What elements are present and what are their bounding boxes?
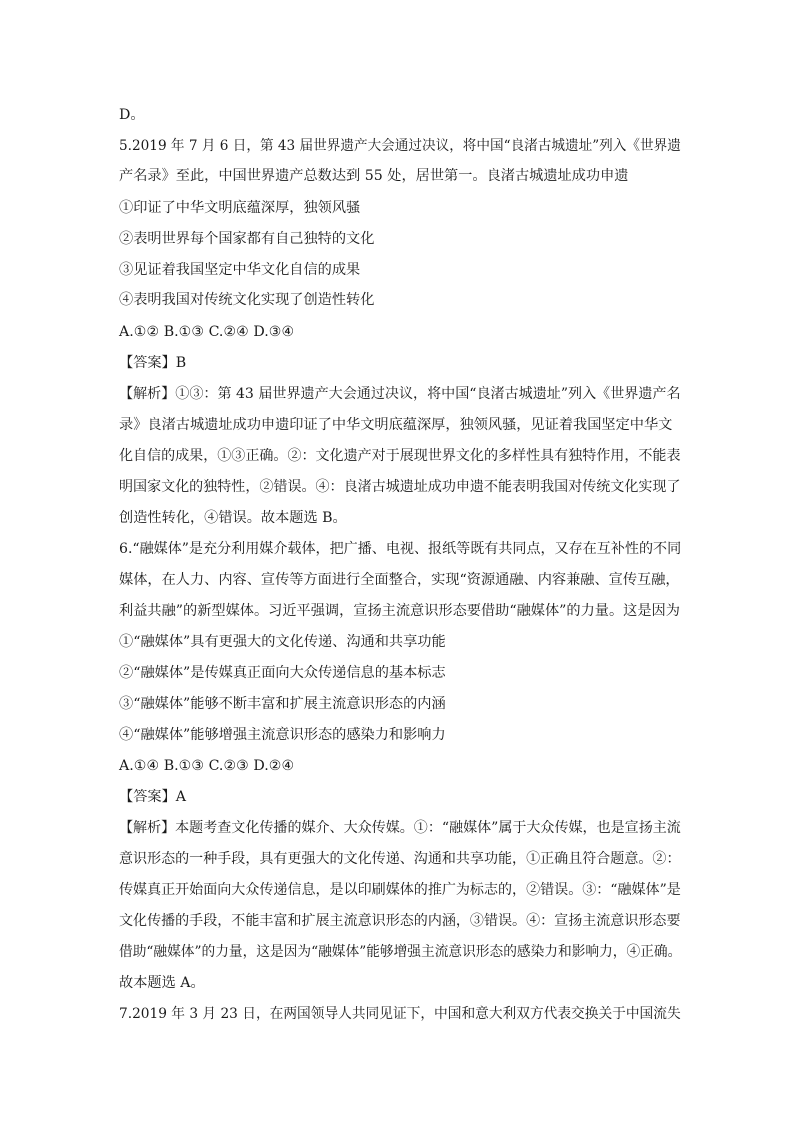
- analysis-text: 故本题选 A。: [119, 975, 205, 991]
- question-6-stem: 利益共融”的新型媒体。习近平强调，宣扬主流意识形态要借助“融媒体”的力量。这是因为: [119, 603, 680, 619]
- text-line: D。: [119, 107, 145, 123]
- option-2: ②“融媒体”是传媒真正面向大众传递信息的基本标志: [119, 665, 446, 681]
- analysis-text: 【解析】本题考查文化传播的媒介、大众传媒。①：“融媒体”属于大众传媒，也是宣扬主流: [119, 820, 681, 836]
- option-2: ②表明世界每个国家都有自己独特的文化: [119, 231, 375, 247]
- question-6-stem: 媒体，在人力、内容、宣传等方面进行全面整合，实现“资源通融、内容兼融、宣传互融，: [119, 572, 680, 588]
- analysis-text: 录》良渚古城遗址成功申遗印证了中华文明底蕴深厚，独领风骚，见证着我国坚定中华文: [119, 417, 673, 433]
- answer-label: 【答案】A: [119, 789, 186, 805]
- question-7-stem: 7.2019 年 3 月 23 日，在两国领导人共同见证下，中国和意大利双方代表交换关于中国流失: [119, 1006, 681, 1022]
- analysis-text: 化自信的成果，①③正确。②：文化遗产对于展现世界文化的多样性具有独特作用，不能表: [119, 448, 681, 464]
- question-6-stem: 6.“融媒体”是充分利用媒介载体，把广播、电视、报纸等既有共同点，又存在互补性的不同: [119, 541, 682, 557]
- analysis-text: 传媒真正开始面向大众传递信息，是以印刷媒体的推广为标志的，②错误。③：“融媒体”是: [119, 882, 681, 898]
- question-5-stem: 产名录》至此，中国世界遗产总数达到 55 处，居世第一。良渚古城遗址成功申遗: [119, 168, 629, 184]
- answer-label: 【答案】B: [119, 355, 187, 371]
- analysis-text: 借助“融媒体”的力量，这是因为“融媒体”能够增强主流意识形态的感染力和影响力，④正确。: [119, 944, 682, 960]
- analysis-text: 明国家文化的独特性，②错误。④：良渚古城遗址成功申遗不能表明我国对传统文化实现了: [119, 479, 681, 495]
- option-4: ④表明我国对传统文化实现了创造性转化: [119, 292, 375, 308]
- option-3: ③见证着我国坚定中华文化自信的成果: [119, 262, 361, 278]
- analysis-text: 【解析】①③：第 43 届世界遗产大会通过决议，将中国“良渚古城遗址”列入《世界遗产名: [119, 386, 681, 402]
- option-4: ④“融媒体”能够增强主流意识形态的感染力和影响力: [119, 727, 446, 743]
- option-1: ①印证了中华文明底蕴深厚，独领风骚: [119, 200, 361, 216]
- analysis-text: 意识形态的一种手段，具有更强大的文化传递、沟通和共享功能，①正确且符合题意。②：: [119, 851, 681, 867]
- answer-choices: A.①② B.①③ C.②④ D.③④: [119, 324, 295, 340]
- option-1: ①“融媒体”具有更强大的文化传递、沟通和共享功能: [119, 634, 446, 650]
- analysis-text: 文化传播的手段，不能丰富和扩展主流意识形态的内涵，③错误。④：宣扬主流意识形态要: [119, 913, 681, 929]
- answer-choices: A.①④ B.①③ C.②③ D.②④: [119, 758, 295, 774]
- question-5-stem: 5.2019 年 7 月 6 日，第 43 届世界遗产大会通过决议，将中国“良渚古城遗址”列入《世界遗: [119, 138, 681, 154]
- option-3: ③“融媒体”能够不断丰富和扩展主流意识形态的内涵: [119, 696, 446, 712]
- analysis-text: 创造性转化，④错误。故本题选 B。: [119, 510, 347, 526]
